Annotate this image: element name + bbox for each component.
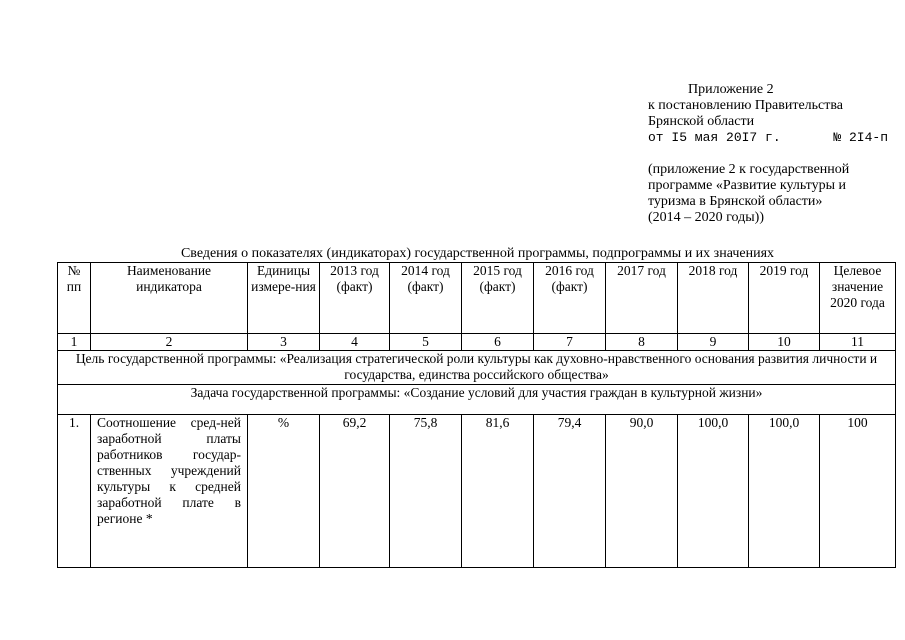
value-2019: 100,0 xyxy=(749,415,820,568)
value-2014: 75,8 xyxy=(390,415,462,568)
column-number: 8 xyxy=(606,334,678,351)
appendix-note: туризма в Брянской области» xyxy=(648,194,823,209)
decree-date-row xyxy=(648,130,888,146)
appendix-line: Брянской области xyxy=(648,114,755,129)
row-number: 1. xyxy=(58,415,91,568)
column-number: 9 xyxy=(678,334,749,351)
header-cell: 2017 год xyxy=(606,263,678,334)
column-number: 10 xyxy=(749,334,820,351)
value-2017: 90,0 xyxy=(606,415,678,568)
decree-date: от I5 мая 20I7 г. xyxy=(648,130,781,145)
header-cell: Целевое значение 2020 года xyxy=(820,263,896,334)
column-number: 2 xyxy=(91,334,248,351)
appendix-note: программе «Развитие культуры и xyxy=(648,178,846,193)
value-2020-target: 100 xyxy=(820,415,896,568)
column-number: 5 xyxy=(390,334,462,351)
header-cell: Единицы измере-ния xyxy=(248,263,320,334)
table-heading: Сведения о показателях (индикаторах) государственной программы, подпрограммы и их значениях xyxy=(180,246,775,261)
value-2015: 81,6 xyxy=(462,415,534,568)
appendix-note: (приложение 2 к государственной xyxy=(648,162,850,177)
value-2016: 79,4 xyxy=(534,415,606,568)
header-row xyxy=(58,263,896,334)
column-number: 11 xyxy=(820,334,896,351)
indicators-table xyxy=(57,262,896,568)
column-number: 4 xyxy=(320,334,390,351)
header-cell: 2018 год xyxy=(678,263,749,334)
header-cell: 2013 год (факт) xyxy=(320,263,390,334)
header-cell: № пп xyxy=(58,263,91,334)
column-number-row xyxy=(58,334,896,351)
value-2013: 69,2 xyxy=(320,415,390,568)
header-cell: 2014 год (факт) xyxy=(390,263,462,334)
column-number: 6 xyxy=(462,334,534,351)
table-row xyxy=(58,415,896,568)
column-number: 7 xyxy=(534,334,606,351)
appendix-note: (2014 – 2020 годы)) xyxy=(648,210,765,225)
header-cell: 2019 год xyxy=(749,263,820,334)
program-task: Задача государственной программы: «Создание условий для участия граждан в культурной жизни» xyxy=(58,385,896,415)
unit-cell: % xyxy=(248,415,320,568)
goal-row xyxy=(58,351,896,385)
decree-number: № 2I4-п xyxy=(833,130,888,145)
task-row xyxy=(58,385,896,415)
appendix-block xyxy=(648,82,888,226)
header-cell: 2016 год (факт) xyxy=(534,263,606,334)
program-goal: Цель государственной программы: «Реализация стратегической роли культуры как духовно-нравственного основания развития личности и государства, единства российского общества» xyxy=(58,351,896,385)
column-number: 1 xyxy=(58,334,91,351)
appendix-title: Приложение 2 xyxy=(688,82,774,97)
appendix-line: к постановлению Правительства xyxy=(648,98,844,113)
value-2018: 100,0 xyxy=(678,415,749,568)
indicator-name: Соотношение сред-ней заработной платы работников государ-ственных учреждений культуры к средней заработной плате в регионе * xyxy=(91,415,248,568)
header-cell: Наименование индикатора xyxy=(91,263,248,334)
column-number: 3 xyxy=(248,334,320,351)
header-cell: 2015 год (факт) xyxy=(462,263,534,334)
